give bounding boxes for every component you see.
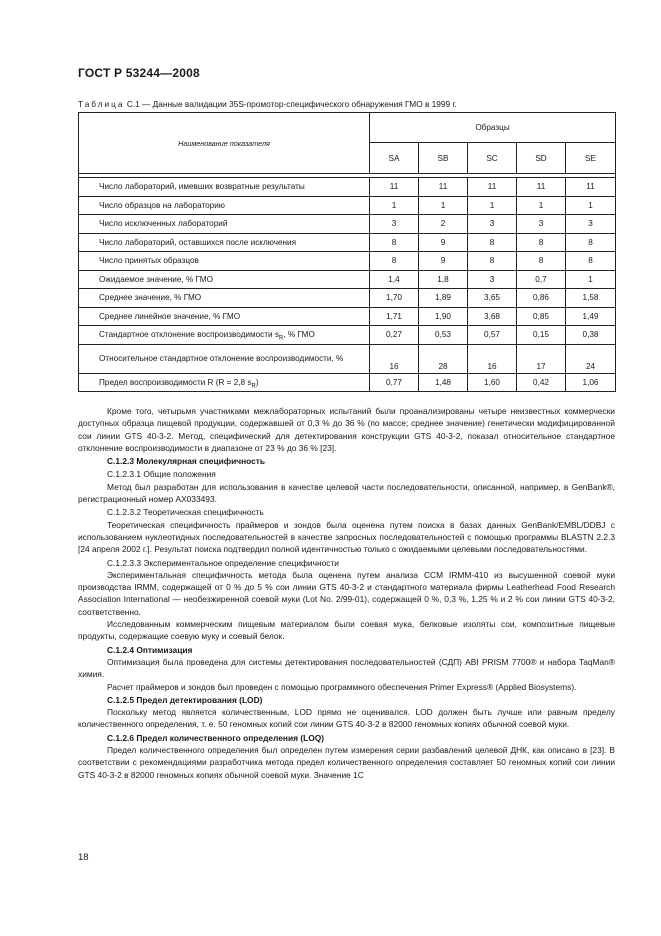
table-row bbox=[79, 373, 616, 392]
row-label bbox=[79, 196, 370, 215]
cell-value: 1,70 bbox=[370, 289, 419, 308]
standard-header: ГОСТ Р 53244—2008 bbox=[78, 66, 200, 80]
row-label-subscript: R bbox=[278, 335, 284, 342]
paragraph-theoretical: Теоретическая специфичность праймеров и зондов была оценена путем поиска в базах данных GenBank/EMBL/DDBJ с использованием нуклеотидных последовательностей в качестве запросных последовательностей с помощью программы BLASTN 2.2.3 [24 апреля 2002 г.]. Результат поиска подтвердил полной идентичностью только с ожидаемыми целевыми последовательностями. bbox=[78, 519, 615, 555]
param-column-header: Наименование показателя bbox=[79, 113, 370, 174]
samples-column-header: Образцы bbox=[370, 113, 616, 143]
cell-value: 8 bbox=[370, 252, 419, 271]
cell-value: 0,53 bbox=[419, 326, 468, 345]
paragraph-primer-express: Расчет праймеров и зондов был проведен с помощью программного обеспечения Primer Express® (Applied Biosystems). bbox=[107, 681, 577, 692]
cell-value: 8 bbox=[566, 252, 616, 271]
sample-header-se: SE bbox=[566, 143, 616, 174]
sample-header-sa: SA bbox=[370, 143, 419, 174]
row-label bbox=[79, 215, 370, 234]
heading-molecular-specificity: С.1.2.3 Молекулярная специфичность bbox=[107, 456, 266, 467]
cell-value: 0,42 bbox=[517, 373, 566, 392]
cell-value: 8 bbox=[370, 233, 419, 252]
row-label-text: Ожидаемое значение, % ГМО bbox=[99, 274, 213, 284]
cell-value: 0,86 bbox=[517, 289, 566, 308]
row-label-subscript: R bbox=[251, 383, 256, 390]
cell-value: 3 bbox=[370, 215, 419, 234]
cell-value: 1,89 bbox=[419, 289, 468, 308]
validation-table bbox=[78, 112, 616, 392]
row-label-text: Число лабораторий, оставшихся после исключения bbox=[99, 237, 297, 247]
cell-value: 8 bbox=[468, 233, 517, 252]
cell-value: 0,27 bbox=[370, 326, 419, 345]
cell-value: 1,71 bbox=[370, 307, 419, 326]
cell-value: 1,49 bbox=[566, 307, 616, 326]
table-body bbox=[79, 174, 616, 392]
cell-value: 8 bbox=[468, 252, 517, 271]
heading-lod: С.1.2.5 Предел детектирования (LOD) bbox=[107, 694, 263, 705]
cell-value: 1,06 bbox=[566, 373, 616, 392]
cell-value: 1,8 bbox=[419, 270, 468, 289]
cell-value: 0,57 bbox=[468, 326, 517, 345]
table-row bbox=[79, 326, 616, 345]
cell-value: 0,85 bbox=[517, 307, 566, 326]
row-label bbox=[79, 326, 370, 345]
cell-value: 16 bbox=[370, 344, 419, 373]
row-label-text: Стандартное отклонение воспроизводимости s bbox=[99, 330, 279, 340]
cell-value: 1,48 bbox=[419, 373, 468, 392]
heading-loq: С.1.2.6 Предел количественного определения (LOQ) bbox=[107, 732, 325, 743]
table-row bbox=[79, 233, 616, 252]
cell-value: 9 bbox=[419, 233, 468, 252]
cell-value: 11 bbox=[419, 178, 468, 197]
cell-value: 17 bbox=[517, 344, 566, 373]
cell-value: 1 bbox=[370, 196, 419, 215]
cell-value: 1,4 bbox=[370, 270, 419, 289]
body-text bbox=[78, 405, 615, 781]
cell-value: 11 bbox=[370, 178, 419, 197]
row-label bbox=[79, 373, 370, 392]
table-caption bbox=[78, 99, 618, 109]
cell-value: 24 bbox=[566, 344, 616, 373]
row-label-text: Среднее линейное значение, % ГМО bbox=[99, 311, 241, 321]
row-label bbox=[79, 178, 370, 197]
cell-value: 1,90 bbox=[419, 307, 468, 326]
cell-value: 8 bbox=[566, 233, 616, 252]
cell-value: 11 bbox=[468, 178, 517, 197]
cell-value: 8 bbox=[517, 252, 566, 271]
paragraph-intro: Кроме того, четырьмя участниками межлабораторных испытаний были проанализированы четыре неизвестных коммерчески доступных образца пищевой продукции, содержавшей от 0,3 % до 36 % (по массе; среднее значение) генетически модифицированной сои линии GTS 40-3-2. Метод, специфический для детектирования конструкции GTS 40-3-2, показал относительное стандартное отклонение воспроизводимости в диапазоне от 23 % до 36 % [23]. bbox=[78, 406, 615, 453]
table-row bbox=[79, 178, 616, 197]
cell-value: 2 bbox=[419, 215, 468, 234]
paragraph-commercial-material: Исследованным коммерческим пищевым материалом были соевая мука, белковые изоляты сои, композитные пищевые продукты, содержащие соевую муку и соевый белок. bbox=[78, 619, 615, 642]
row-label bbox=[79, 344, 370, 373]
cell-value: 16 bbox=[468, 344, 517, 373]
row-label-text: Число исключенных лабораторий bbox=[99, 219, 228, 229]
cell-value: 1 bbox=[566, 270, 616, 289]
table-row bbox=[79, 289, 616, 308]
row-label bbox=[79, 270, 370, 289]
row-label-text: Предел воспроизводимости R (R = 2,8 s bbox=[99, 377, 252, 387]
row-label-text: Число лабораторий, имевших возвратные результаты bbox=[99, 182, 305, 192]
table-row bbox=[79, 344, 616, 373]
cell-value: 3 bbox=[566, 215, 616, 234]
row-label-tail: ) bbox=[255, 377, 259, 387]
paragraph-loq: Предел количественного определения был определен путем измерения серии разбавлений целевой ДНК, как описано в [23]. В соответствии с рекомендациями разработчика метода предел количественного определения составляет 50 геномных копий сои линии GTS 40-3-2 в 82000 геномных копиях обычной соевой муки. Значение 1С bbox=[78, 745, 615, 780]
cell-value: 1 bbox=[468, 196, 517, 215]
page-number: 18 bbox=[78, 852, 89, 863]
sample-header-sb: SB bbox=[419, 143, 468, 174]
paragraph-genbank: Метод был разработан для использования в качестве целевой части последовательности, описанной, например, в GenBank®, регистрационный номер AX033493. bbox=[78, 481, 615, 505]
row-label bbox=[79, 307, 370, 326]
paragraph-experimental: Экспериментальная специфичность метода была оценена путем анализа CCM IRMM-410 из высушенной соевой муки производства IRMM, содержащей от 0 % до 5 % сои линии GTS 40-3-2 и стандартного материала фирмы Leatherhead Food Research Association International — необезжиренной соевой муки (Lot No. 2/99-01), содержащей 0 %, 0,3 %, 1,25 % и 2 % сои линии GTS 40-3-2, соответственно. bbox=[78, 569, 615, 617]
cell-value: 1 bbox=[517, 196, 566, 215]
table-caption-prefix: Таблица bbox=[78, 99, 125, 109]
cell-value: 0,15 bbox=[517, 326, 566, 345]
row-label bbox=[79, 289, 370, 308]
table-row bbox=[79, 196, 616, 215]
row-label bbox=[79, 233, 370, 252]
row-label bbox=[79, 252, 370, 271]
table-caption-text: С.1 — Данные валидации 35S-промотор-специфического обнаружения ГМО в 1999 г. bbox=[124, 99, 457, 109]
row-label-text: Число образцов на лабораторию bbox=[99, 200, 225, 210]
table-row bbox=[79, 252, 616, 271]
cell-value: 3,65 bbox=[468, 289, 517, 308]
cell-value: 0,7 bbox=[517, 270, 566, 289]
cell-value: 28 bbox=[419, 344, 468, 373]
heading-optimization: С.1.2.4 Оптимизация bbox=[107, 644, 193, 655]
row-label-text: Среднее значение, % ГМО bbox=[99, 293, 202, 303]
cell-value: 3 bbox=[468, 215, 517, 234]
sample-header-sd: SD bbox=[517, 143, 566, 174]
paragraph-optimization: Оптимизация была проведена для системы детектирования последовательностей (СДП) ABI PRISM 7700® и набора TaqMan® химия. bbox=[78, 656, 615, 680]
table-row bbox=[79, 270, 616, 289]
subheading-experimental: С.1.2.3.3 Экспериментальное определение специфичности bbox=[107, 557, 339, 568]
table-row bbox=[79, 215, 616, 234]
sample-header-sc: SC bbox=[468, 143, 517, 174]
cell-value: 3 bbox=[468, 270, 517, 289]
cell-value: 9 bbox=[419, 252, 468, 271]
subheading-general: С.1.2.3.1 Общие положения bbox=[107, 469, 216, 480]
cell-value: 11 bbox=[517, 178, 566, 197]
cell-value: 11 bbox=[566, 178, 616, 197]
cell-value: 3 bbox=[517, 215, 566, 234]
paragraph-lod: Поскольку метод является количественным, LOD прямо не оценивался. LOD должен быть лучше или равным пределу количественного определения, т. е. 50 геномных копий сои линии GTS 40-3-2 в 82000 геномных копиях обычной соевой муки. bbox=[78, 707, 615, 730]
row-label-text: Число принятых образцов bbox=[99, 256, 199, 266]
cell-value: 8 bbox=[517, 233, 566, 252]
cell-value: 0,38 bbox=[566, 326, 616, 345]
cell-value: 1,60 bbox=[468, 373, 517, 392]
row-label-text: Относительное стандартное отклонение воспроизводимости, % bbox=[99, 353, 344, 363]
table-row bbox=[79, 307, 616, 326]
cell-value: 1 bbox=[566, 196, 616, 215]
cell-value: 1,58 bbox=[566, 289, 616, 308]
row-label-tail: , % ГМО bbox=[283, 330, 315, 340]
cell-value: 3,68 bbox=[468, 307, 517, 326]
cell-value: 0,77 bbox=[370, 373, 419, 392]
cell-value: 1 bbox=[419, 196, 468, 215]
subheading-theoretical: С.1.2.3.2 Теоретическая специфичность bbox=[107, 507, 264, 518]
